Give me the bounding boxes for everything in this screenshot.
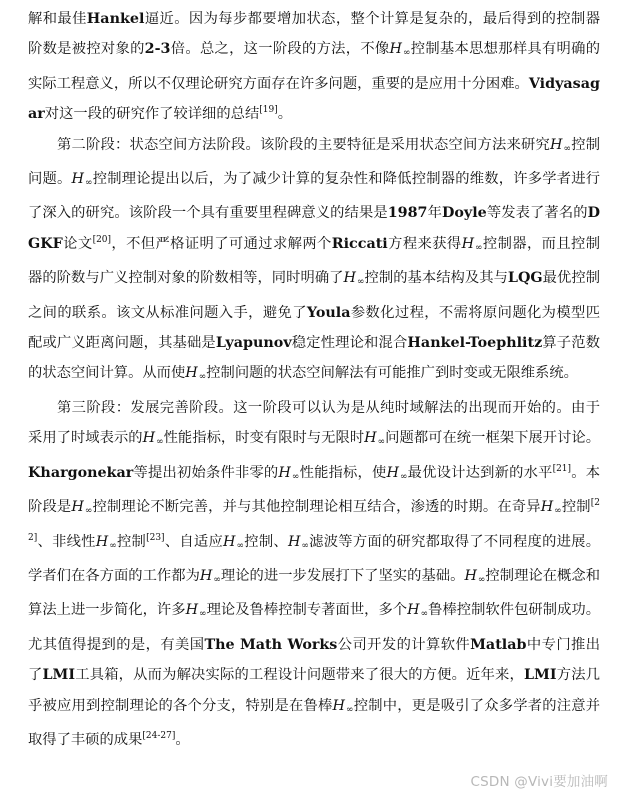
- text-run: 最优控制之间的联系。该文从标准问题入手，避免了: [28, 270, 601, 321]
- h-infinity-symbol: $H_\infty$: [185, 602, 207, 620]
- term-hankel: Hankel: [86, 11, 145, 27]
- text-run: 对这一段的研究作了较详细的总结: [44, 106, 260, 123]
- citation-22: [22]: [28, 498, 600, 543]
- h-infinity-symbol: $H_\infty$: [389, 41, 411, 59]
- year-1987: 1987: [387, 205, 428, 222]
- text-run: 。: [175, 731, 190, 748]
- citation-20: [20]: [92, 234, 112, 245]
- text-run: 中专门推出了: [28, 636, 601, 684]
- text-run: 控制理论在概念和算法上进一步简化，许多: [28, 567, 601, 619]
- text-run: 等提出初始条件非零的: [133, 464, 279, 481]
- text-run: 滤波等方面的研究都取得了不同程度的进展。学者们在各方面的工作都为: [28, 533, 601, 584]
- text-run: 稳定性理论和混合: [291, 335, 408, 352]
- text-run: 等发表了著名的: [486, 205, 588, 222]
- text-run: 问题都可在统一框架下展开讨论。: [385, 430, 601, 447]
- text-run: 论文: [62, 235, 93, 252]
- h-infinity-symbol: $H_\infty$: [278, 464, 300, 482]
- term-dgkf: DGKF: [28, 205, 601, 252]
- text-run: 理论及鲁棒控制专著面世，多个: [206, 602, 408, 619]
- text-run: 控制的基本结构及其与: [364, 270, 508, 287]
- h-infinity-symbol: $H_\infty$: [407, 602, 429, 620]
- term-youla: Youla: [306, 304, 351, 321]
- term-lmi: LMI: [524, 667, 557, 684]
- h-infinity-symbol: $H_\infty$: [332, 697, 354, 715]
- text-run: 控制: [116, 533, 147, 550]
- term-hankel-toephlitz: Hankel-Toephlitz: [407, 335, 543, 352]
- h-infinity-symbol: $H_\infty$: [142, 430, 164, 448]
- text-run: 、非线性: [37, 533, 96, 550]
- h-infinity-symbol: $H_\infty$: [364, 430, 386, 448]
- text-run: 、自适应: [164, 533, 224, 550]
- h-infinity-symbol: $H_\infty$: [95, 533, 117, 551]
- text-run: 工具箱，从而为解决实际的工程设计问题带来了很大的方便。近年来，: [75, 667, 524, 684]
- text-run: 年: [427, 205, 442, 222]
- term-matlab: Matlab: [470, 636, 527, 653]
- text-run: 控制基本思想那样具有明确的实际工程意义，所以不仅理论研究方面存在许多问题，重要的是应用十分困难。: [28, 41, 601, 92]
- text-run: 第二阶段：状态空间方法阶段。该阶段的主要特征是采用状态空间方法来研究: [57, 136, 551, 153]
- text-run: 控制理论不断完善，并与其他控制理论相互结合，渗透的时期。在奇异: [92, 499, 541, 516]
- text-run: 控制问题。: [28, 136, 601, 188]
- text-run: 。本阶段是: [28, 464, 601, 516]
- citation-21: [21]: [552, 463, 572, 474]
- text-run: 理论的进一步发展打下了坚实的基础。: [220, 567, 465, 584]
- text-run: 控制、: [244, 533, 288, 550]
- text-run: 控制理论提出以后，为了减少计算的复杂性和降低控制器的维数，许多学者进行了深入的研究。该阶段一个具有重要里程碑意义的结果是: [28, 171, 601, 222]
- text-run: 方法几乎被应用到控制理论的各个分支，特别是在鲁棒: [28, 667, 601, 714]
- citation-24-27: [24-27]: [142, 730, 176, 741]
- citation-19: [19]: [259, 105, 278, 116]
- text-run: 解和最佳: [28, 11, 87, 27]
- term-lyapunov: Lyapunov: [215, 335, 292, 352]
- h-infinity-symbol: $H_\infty$: [71, 499, 93, 517]
- text-run: 第三阶段：发展完善阶段。这一阶段可以认为是从纯时域解法的出现而开始的。由于采用了时域表示的: [28, 399, 600, 447]
- number-2-3: 2-3: [144, 41, 171, 58]
- term-riccati: Riccati: [331, 235, 388, 252]
- text-run: 最优设计达到新的水平: [407, 464, 553, 481]
- text-run: 控制中，更是吸引了众多学者的注意并取得了丰硕的成果: [28, 697, 600, 748]
- text-run: 鲁棒控制软件包研制成功。尤其值得提到的是，有美国: [28, 602, 601, 653]
- text-run: 逼近。因为每步都要增加状态，整个计算是复杂的，最后得到的控制器阶数是被控对象的: [28, 11, 601, 58]
- text-run: ，不但严格证明了可通过求解两个: [111, 235, 332, 252]
- text-run: 参数化过程，不需将原问题化为模型匹配或广义距离问题，其基础是: [28, 304, 601, 352]
- h-infinity-symbol: $H_\infty$: [550, 136, 571, 154]
- text-run: 控制问题的状态空间解法有可能推广到时变或无限维系统。: [206, 365, 578, 382]
- term-lqg: LQG: [507, 270, 543, 287]
- paragraph-1: [28, 4, 600, 130]
- text-run: 控制器，而且控制器的阶数与广义控制对象的阶数相等，同时明确了: [28, 235, 601, 287]
- text-run: 算子范数的状态空间计算。从而使: [28, 335, 601, 382]
- citation-23: [23]: [146, 532, 165, 543]
- h-infinity-symbol: $H_\infty$: [540, 499, 562, 517]
- term-lmi: LMI: [42, 667, 76, 684]
- text-run: 。: [277, 106, 293, 123]
- h-infinity-symbol: $H_\infty$: [386, 464, 408, 482]
- paragraph-2: [28, 130, 600, 393]
- h-infinity-symbol: $H_\infty$: [223, 533, 245, 551]
- text-run: 性能指标，使: [299, 464, 387, 481]
- h-infinity-symbol: $H_\infty$: [71, 171, 93, 189]
- h-infinity-symbol: $H_\infty$: [287, 533, 309, 551]
- text-run: 方程来获得: [387, 235, 462, 252]
- h-infinity-symbol: $H_\infty$: [461, 235, 483, 253]
- text-run: 性能指标，时变有限时与无限时: [163, 430, 365, 447]
- term-vidyasagar: Vidyasagar: [28, 75, 600, 123]
- csdn-watermark: CSDN @Vivi要加油啊: [470, 774, 608, 790]
- paragraph-3: [28, 393, 600, 755]
- text-run: 控制: [561, 499, 591, 516]
- term-khargonekar: Khargonekar: [28, 464, 134, 481]
- text-run: 公司开发的计算软件: [337, 636, 471, 653]
- term-the-math-works: The Math Works: [204, 636, 338, 653]
- h-infinity-symbol: $H_\infty$: [185, 365, 207, 383]
- h-infinity-symbol: $H_\infty$: [199, 567, 221, 585]
- h-infinity-symbol: $H_\infty$: [343, 270, 365, 288]
- h-infinity-symbol: $H_\infty$: [464, 567, 486, 585]
- term-doyle: Doyle: [442, 205, 487, 222]
- text-run: 倍。总之，这一阶段的方法，不像: [170, 41, 390, 58]
